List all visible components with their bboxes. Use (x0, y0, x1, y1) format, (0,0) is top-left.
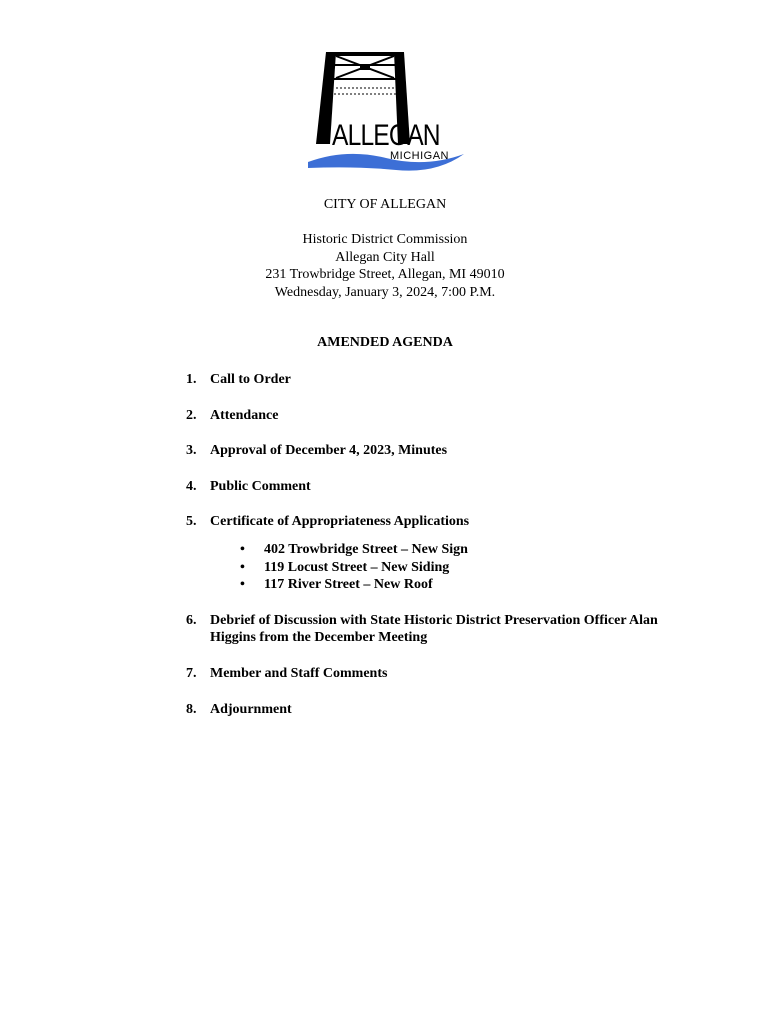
agenda-item-text: Certificate of Appropriateness Applications (210, 514, 470, 530)
agenda-item (186, 478, 706, 496)
agenda-item-text: Debrief of Discussion with State Historic District Preservation Officer Alan Higgins from the December Meeting (210, 612, 658, 646)
agenda-item (186, 407, 706, 425)
sub-list-item (240, 576, 706, 594)
agenda-item-text: Approval of December 4, 2023, Minutes (210, 443, 448, 459)
agenda-item-number: 7. (186, 665, 197, 681)
meeting-location-line: Allegan City Hall (335, 249, 435, 265)
agenda-item-number: 2. (186, 407, 197, 423)
allegan-logo (306, 44, 472, 178)
bullet-icon: • (240, 559, 245, 575)
bullet-icon: • (240, 541, 245, 557)
agenda-item (186, 701, 706, 719)
agenda-item-text: Attendance (210, 407, 279, 423)
agenda-item-number: 4. (186, 478, 197, 494)
agenda-item-number: 3. (186, 443, 197, 459)
agenda-item (186, 371, 706, 389)
agenda-item (186, 513, 706, 593)
bullet-icon: • (240, 577, 245, 593)
agenda-item (186, 665, 706, 683)
agenda-item-number: 5. (186, 514, 197, 530)
agenda-item-text: Member and Staff Comments (210, 665, 388, 681)
organization-name: CITY OF ALLEGAN (323, 197, 447, 212)
sub-item-text: 117 River Street – New Roof (264, 577, 433, 593)
agenda-item-number: 1. (186, 372, 197, 387)
application-sub-list (240, 541, 706, 594)
agenda-list (186, 371, 706, 736)
agenda-title: AMENDED AGENDA (317, 335, 453, 350)
logo-text-michigan: MICHIGAN (390, 150, 449, 162)
sub-list-item (240, 541, 706, 559)
logo-text-allegan: ALLEGAN (332, 119, 440, 152)
agenda-item-text: Public Comment (210, 478, 311, 494)
meeting-body-line: Historic District Commission (302, 232, 468, 247)
sub-item-text: 119 Locust Street – New Siding (264, 559, 450, 575)
sub-list-item (240, 559, 706, 577)
sub-item-text: 402 Trowbridge Street – New Sign (264, 541, 468, 557)
agenda-item (186, 442, 706, 460)
meeting-datetime-line: Wednesday, January 3, 2024, 7:00 P.M. (274, 284, 496, 300)
agenda-item-text: Call to Order (210, 372, 291, 387)
agenda-item (186, 612, 706, 647)
agenda-item-text: Adjournment (210, 701, 292, 717)
meeting-address-line: 231 Trowbridge Street, Allegan, MI 49010 (265, 267, 505, 283)
agenda-item-number: 6. (186, 612, 197, 628)
meeting-info (0, 231, 770, 301)
agenda-item-number: 8. (186, 701, 197, 717)
